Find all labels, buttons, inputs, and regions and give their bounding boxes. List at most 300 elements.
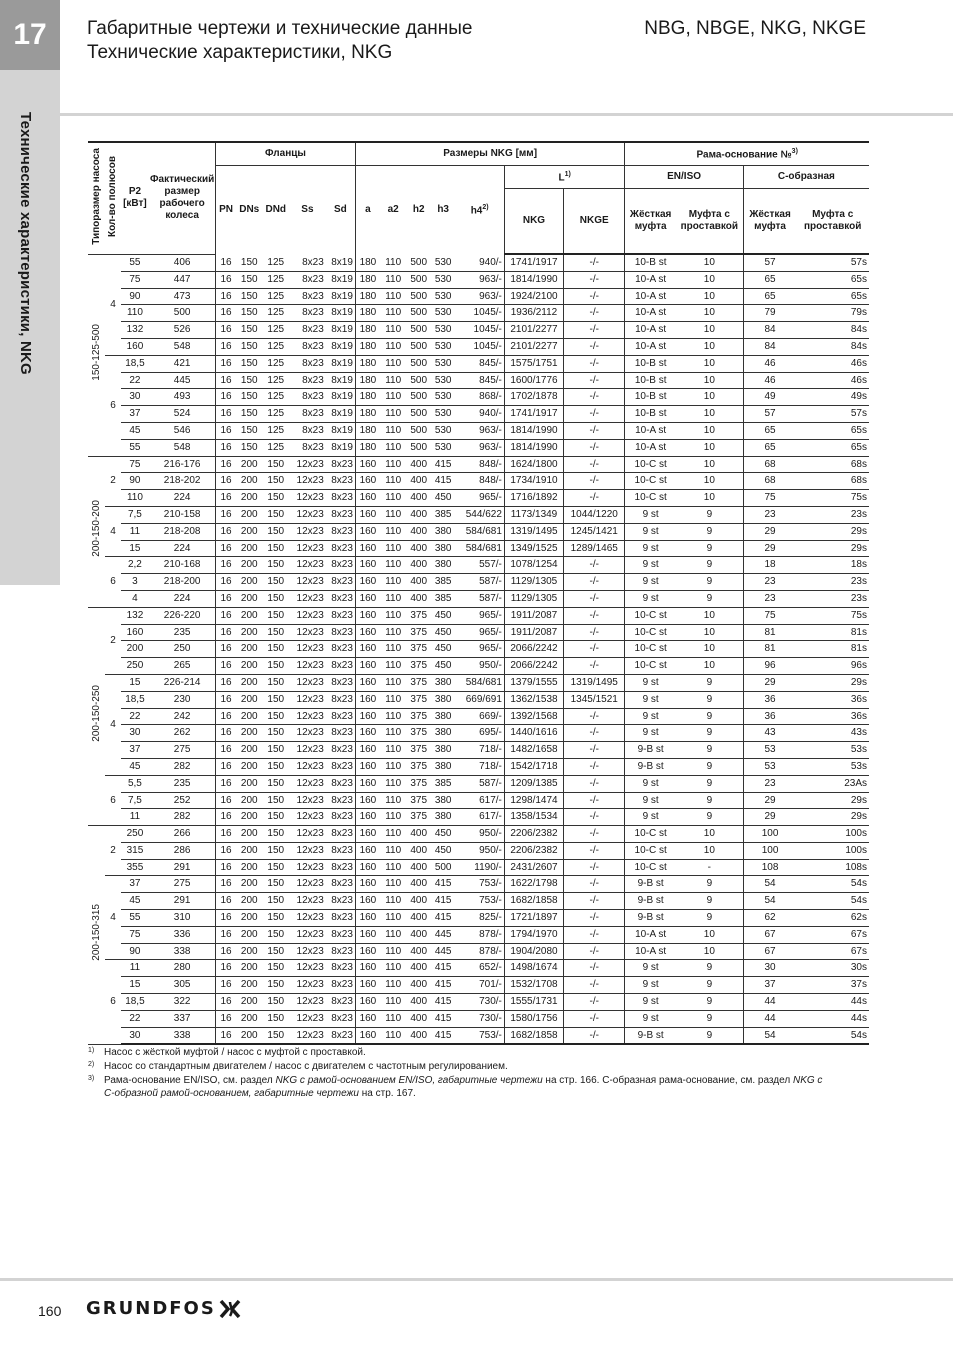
dim-a2-cell: 110 <box>380 859 407 876</box>
impeller-cell: 224 <box>149 540 215 557</box>
table-row <box>88 439 869 456</box>
en-spacer-cell: 9 <box>676 809 743 826</box>
flange-dns-cell: 200 <box>236 1027 263 1044</box>
flange-dns-cell: 150 <box>236 422 263 439</box>
impeller-cell: 305 <box>149 977 215 994</box>
table-row <box>88 288 869 305</box>
dim-a2-cell: 110 <box>380 1010 407 1027</box>
footnote-part: Насос с жёсткой муфтой / насос с муфтой с проставкой. <box>104 1047 366 1058</box>
nkge-cell: -/- <box>564 271 625 288</box>
c-rigid-cell: 30 <box>743 960 796 977</box>
en-spacer-cell: 9 <box>676 792 743 809</box>
flange-dnd-cell: 150 <box>263 758 290 775</box>
table-row <box>88 876 869 893</box>
en-rigid-cell: 9 st <box>625 557 676 574</box>
c-spacer-cell: 84s <box>796 338 869 355</box>
flange-dnd-cell: 125 <box>263 372 290 389</box>
en-spacer-cell: 10 <box>676 406 743 423</box>
flange-dnd-cell: 125 <box>263 322 290 339</box>
nkge-cell: -/- <box>564 893 625 910</box>
en-rigid-cell: 9 st <box>625 775 676 792</box>
nkg-cell: 2206/2382 <box>504 826 563 843</box>
flange-ss-cell: 12x23 <box>289 557 326 574</box>
nkg-cell: 1173/1349 <box>504 506 563 523</box>
p2-cell: 45 <box>121 758 150 775</box>
dim-h3-cell: 415 <box>431 910 455 927</box>
dim-a2-cell: 110 <box>380 691 407 708</box>
flange-dns-cell: 200 <box>236 926 263 943</box>
impeller-cell: 336 <box>149 926 215 943</box>
poles-cell: 4 <box>105 506 120 556</box>
impeller-cell: 445 <box>149 372 215 389</box>
flange-dns-cell: 200 <box>236 775 263 792</box>
table-row <box>88 926 869 943</box>
impeller-cell: 338 <box>149 1027 215 1044</box>
en-spacer-cell: 9 <box>676 994 743 1011</box>
flange-pn-cell: 16 <box>216 910 236 927</box>
en-spacer-cell: 9 <box>676 893 743 910</box>
flange-pn-cell: 16 <box>216 641 236 658</box>
impeller-cell: 291 <box>149 893 215 910</box>
header-c-type: С-образная <box>743 166 869 189</box>
c-rigid-cell: 65 <box>743 439 796 456</box>
flange-ss-cell: 12x23 <box>289 624 326 641</box>
dim-a2-cell: 110 <box>380 288 407 305</box>
en-spacer-cell: 10 <box>676 607 743 624</box>
flange-sd-cell: 8x23 <box>326 523 356 540</box>
dim-h3-cell: 445 <box>431 926 455 943</box>
nkg-cell: 1349/1525 <box>504 540 563 557</box>
dim-a2-cell: 110 <box>380 355 407 372</box>
dim-h2-cell: 500 <box>406 372 430 389</box>
table-row <box>88 910 869 927</box>
p2-cell: 15 <box>121 977 150 994</box>
nkge-cell: -/- <box>564 389 625 406</box>
flange-ss-cell: 12x23 <box>289 674 326 691</box>
nkg-cell: 1924/2100 <box>504 288 563 305</box>
flange-sd-cell: 8x23 <box>326 893 356 910</box>
en-spacer-cell: 10 <box>676 473 743 490</box>
en-rigid-cell: 9 st <box>625 809 676 826</box>
en-rigid-cell: 9-B st <box>625 1027 676 1044</box>
p2-cell: 15 <box>121 540 150 557</box>
flange-dns-cell: 200 <box>236 523 263 540</box>
dim-h2-cell: 400 <box>406 859 430 876</box>
flange-pn-cell: 16 <box>216 691 236 708</box>
c-spacer-cell: 62s <box>796 910 869 927</box>
h4-cell: 1045/- <box>455 338 504 355</box>
flange-dns-cell: 150 <box>236 288 263 305</box>
h4-cell: 753/- <box>455 893 504 910</box>
flange-dnd-cell: 150 <box>263 540 290 557</box>
flange-dnd-cell: 125 <box>263 406 290 423</box>
flange-dnd-cell: 150 <box>263 590 290 607</box>
en-spacer-cell: 10 <box>676 422 743 439</box>
poles-cell: 2 <box>105 456 120 506</box>
dim-a-cell: 180 <box>355 355 379 372</box>
dim-a-cell: 160 <box>355 742 379 759</box>
en-rigid-cell: 10-C st <box>625 859 676 876</box>
dim-h3-cell: 385 <box>431 590 455 607</box>
dim-a-cell: 160 <box>355 943 379 960</box>
nkge-cell: -/- <box>564 406 625 423</box>
h4-cell: 617/- <box>455 792 504 809</box>
table-row <box>88 506 869 523</box>
flange-dnd-cell: 125 <box>263 254 290 271</box>
flange-sd-cell: 8x23 <box>326 490 356 507</box>
nkg-cell: 1298/1474 <box>504 792 563 809</box>
flange-pn-cell: 16 <box>216 372 236 389</box>
flange-ss-cell: 8x23 <box>289 372 326 389</box>
dim-a2-cell: 110 <box>380 842 407 859</box>
h4-cell: 963/- <box>455 271 504 288</box>
c-spacer-cell: 68s <box>796 456 869 473</box>
en-rigid-cell: 10-A st <box>625 271 676 288</box>
en-rigid-cell: 10-C st <box>625 624 676 641</box>
en-spacer-cell: 9 <box>676 742 743 759</box>
en-spacer-cell: 9 <box>676 910 743 927</box>
h4-cell: 584/681 <box>455 523 504 540</box>
flange-pn-cell: 16 <box>216 439 236 456</box>
nkg-cell: 1379/1555 <box>504 674 563 691</box>
c-rigid-cell: 84 <box>743 322 796 339</box>
nkge-cell: -/- <box>564 910 625 927</box>
dim-a-cell: 160 <box>355 641 379 658</box>
flange-sd-cell: 8x23 <box>326 792 356 809</box>
nkg-cell: 1936/2112 <box>504 305 563 322</box>
impeller-cell: 218-208 <box>149 523 215 540</box>
dim-a2-cell: 110 <box>380 322 407 339</box>
footnote-number: 3) <box>88 1075 95 1082</box>
flange-dnd-cell: 150 <box>263 859 290 876</box>
p2-cell: 75 <box>121 271 150 288</box>
table-row <box>88 1027 869 1044</box>
impeller-cell: 406 <box>149 254 215 271</box>
en-spacer-cell: 9 <box>676 674 743 691</box>
flange-sd-cell: 8x23 <box>326 842 356 859</box>
p2-cell: 160 <box>121 338 150 355</box>
flange-ss-cell: 12x23 <box>289 607 326 624</box>
table-row <box>88 641 869 658</box>
c-spacer-cell: 54s <box>796 893 869 910</box>
footnote <box>88 1046 824 1059</box>
c-spacer-cell: 44s <box>796 994 869 1011</box>
nkge-cell: -/- <box>564 254 625 271</box>
flange-sd-cell: 8x19 <box>326 406 356 423</box>
c-rigid-cell: 100 <box>743 826 796 843</box>
h4-cell: 718/- <box>455 758 504 775</box>
nkge-cell: -/- <box>564 977 625 994</box>
c-spacer-cell: 65s <box>796 271 869 288</box>
impeller-cell: 548 <box>149 439 215 456</box>
pump-size-label: 200-150-250 <box>90 685 102 742</box>
flange-pn-cell: 16 <box>216 943 236 960</box>
flange-dns-cell: 200 <box>236 607 263 624</box>
dim-h2-cell: 400 <box>406 590 430 607</box>
en-rigid-cell: 10-B st <box>625 406 676 423</box>
header-a2: a2 <box>387 204 399 215</box>
dim-a-cell: 160 <box>355 842 379 859</box>
flange-dns-cell: 200 <box>236 994 263 1011</box>
dim-h2-cell: 375 <box>406 775 430 792</box>
flange-pn-cell: 16 <box>216 1010 236 1027</box>
dim-h2-cell: 400 <box>406 490 430 507</box>
dim-a2-cell: 110 <box>380 439 407 456</box>
flange-pn-cell: 16 <box>216 271 236 288</box>
nkg-cell: 1358/1534 <box>504 809 563 826</box>
p2-cell: 15 <box>121 674 150 691</box>
dim-h3-cell: 530 <box>431 338 455 355</box>
dim-h2-cell: 400 <box>406 1010 430 1027</box>
nkg-cell: 2101/2277 <box>504 322 563 339</box>
c-spacer-cell: 65s <box>796 422 869 439</box>
dim-h2-cell: 500 <box>406 288 430 305</box>
flange-dnd-cell: 150 <box>263 523 290 540</box>
impeller-cell: 421 <box>149 355 215 372</box>
side-title: Технические характеристики, NKG <box>17 112 34 375</box>
dim-h2-cell: 500 <box>406 439 430 456</box>
nkg-cell: 1716/1892 <box>504 490 563 507</box>
page-subtitle: Технические характеристики, NKG <box>87 42 393 63</box>
p2-cell: 45 <box>121 893 150 910</box>
table-row <box>88 389 869 406</box>
dim-a-cell: 160 <box>355 607 379 624</box>
p2-cell: 11 <box>121 809 150 826</box>
dim-a-cell: 160 <box>355 540 379 557</box>
dim-h2-cell: 375 <box>406 624 430 641</box>
dim-a-cell: 180 <box>355 406 379 423</box>
c-rigid-cell: 37 <box>743 977 796 994</box>
flange-dns-cell: 200 <box>236 842 263 859</box>
h4-cell: 617/- <box>455 809 504 826</box>
nkg-cell: 1622/1798 <box>504 876 563 893</box>
header-flanges: Фланцы <box>216 142 356 166</box>
h4-cell: 584/681 <box>455 674 504 691</box>
c-rigid-cell: 46 <box>743 355 796 372</box>
table-row <box>88 960 869 977</box>
flange-pn-cell: 16 <box>216 826 236 843</box>
table-row <box>88 523 869 540</box>
brand-logo <box>86 1298 241 1319</box>
en-spacer-cell: 10 <box>676 372 743 389</box>
flange-dnd-cell: 150 <box>263 658 290 675</box>
table-row <box>88 355 869 372</box>
flange-dns-cell: 200 <box>236 590 263 607</box>
dim-a-cell: 160 <box>355 926 379 943</box>
nkge-cell: -/- <box>564 842 625 859</box>
flange-pn-cell: 16 <box>216 674 236 691</box>
dim-h2-cell: 500 <box>406 406 430 423</box>
flange-dns-cell: 200 <box>236 674 263 691</box>
c-spacer-cell: 96s <box>796 658 869 675</box>
table-row <box>88 1010 869 1027</box>
flange-dnd-cell: 150 <box>263 574 290 591</box>
header-en-rigid: Жёсткая муфта <box>625 189 676 255</box>
page-title: Габаритные чертежи и технические данные <box>87 18 473 39</box>
nkge-cell: 1319/1495 <box>564 674 625 691</box>
impeller-cell: 282 <box>149 758 215 775</box>
impeller-cell: 235 <box>149 624 215 641</box>
poles-cell: 2 <box>105 607 120 674</box>
impeller-cell: 473 <box>149 288 215 305</box>
en-rigid-cell: 10-B st <box>625 372 676 389</box>
c-spacer-cell: 43s <box>796 725 869 742</box>
header-ss: Ss <box>301 204 314 215</box>
dim-h2-cell: 400 <box>406 574 430 591</box>
poles-cell: 6 <box>105 355 120 456</box>
header-nkge: NKGE <box>564 189 625 255</box>
en-rigid-cell: 10-A st <box>625 322 676 339</box>
c-spacer-cell: 79s <box>796 305 869 322</box>
impeller-cell: 548 <box>149 338 215 355</box>
footnote-text <box>104 1046 366 1059</box>
flange-sd-cell: 8x19 <box>326 254 356 271</box>
dim-a-cell: 160 <box>355 859 379 876</box>
flange-dns-cell: 200 <box>236 977 263 994</box>
dim-a-cell: 180 <box>355 322 379 339</box>
h4-cell: 753/- <box>455 876 504 893</box>
en-rigid-cell: 9 st <box>625 792 676 809</box>
impeller-cell: 493 <box>149 389 215 406</box>
flange-ss-cell: 12x23 <box>289 641 326 658</box>
nkge-cell: -/- <box>564 826 625 843</box>
en-spacer-cell: 10 <box>676 288 743 305</box>
en-rigid-cell: 9 st <box>625 1010 676 1027</box>
c-rigid-cell: 23 <box>743 590 796 607</box>
en-spacer-cell: 10 <box>676 389 743 406</box>
dim-h3-cell: 415 <box>431 456 455 473</box>
flange-dns-cell: 150 <box>236 372 263 389</box>
c-rigid-cell: 29 <box>743 674 796 691</box>
h4-cell: 940/- <box>455 254 504 271</box>
header-sd: Sd <box>333 204 347 215</box>
flange-pn-cell: 16 <box>216 456 236 473</box>
dim-h2-cell: 400 <box>406 456 430 473</box>
dim-a2-cell: 110 <box>380 893 407 910</box>
nkge-cell: -/- <box>564 876 625 893</box>
impeller-cell: 224 <box>149 590 215 607</box>
en-spacer-cell: 10 <box>676 842 743 859</box>
en-rigid-cell: 10-C st <box>625 607 676 624</box>
c-rigid-cell: 57 <box>743 254 796 271</box>
h4-cell: 825/- <box>455 910 504 927</box>
flange-sd-cell: 8x23 <box>326 590 356 607</box>
dim-a2-cell: 110 <box>380 977 407 994</box>
dim-h2-cell: 400 <box>406 557 430 574</box>
dim-h3-cell: 415 <box>431 1010 455 1027</box>
flange-dns-cell: 200 <box>236 826 263 843</box>
flange-ss-cell: 12x23 <box>289 809 326 826</box>
impeller-cell: 218-200 <box>149 574 215 591</box>
footnote-part: Насос со стандартным двигателем / насос с двигателем с частотным регулированием. <box>104 1061 508 1072</box>
c-spacer-cell: 68s <box>796 473 869 490</box>
nkg-cell: 1440/1616 <box>504 725 563 742</box>
dim-a2-cell: 110 <box>380 254 407 271</box>
dim-h2-cell: 500 <box>406 422 430 439</box>
c-spacer-cell: 57s <box>796 254 869 271</box>
dim-h3-cell: 380 <box>431 557 455 574</box>
flange-pn-cell: 16 <box>216 960 236 977</box>
impeller-cell: 338 <box>149 943 215 960</box>
p2-cell: 18,5 <box>121 691 150 708</box>
impeller-cell: 291 <box>149 859 215 876</box>
nkge-cell: 1245/1421 <box>564 523 625 540</box>
flange-sd-cell: 8x23 <box>326 691 356 708</box>
c-rigid-cell: 46 <box>743 372 796 389</box>
footnote-part: NKG с С-образной рамой-основанием, габаритные чертежи <box>104 1075 823 1099</box>
table-row <box>88 490 869 507</box>
dim-h3-cell: 380 <box>431 725 455 742</box>
en-spacer-cell: 10 <box>676 826 743 843</box>
table-row <box>88 338 869 355</box>
poles-cell: 6 <box>105 775 120 825</box>
p2-cell: 75 <box>121 926 150 943</box>
nkg-cell: 1624/1800 <box>504 456 563 473</box>
impeller-cell: 280 <box>149 960 215 977</box>
dim-h2-cell: 375 <box>406 641 430 658</box>
p2-cell: 200 <box>121 641 150 658</box>
p2-cell: 30 <box>121 725 150 742</box>
flange-sd-cell: 8x19 <box>326 305 356 322</box>
h4-cell: 587/- <box>455 775 504 792</box>
en-rigid-cell: 9-B st <box>625 876 676 893</box>
nkge-cell: -/- <box>564 338 625 355</box>
flange-pn-cell: 16 <box>216 406 236 423</box>
dim-a-cell: 160 <box>355 523 379 540</box>
nkg-cell: 1814/1990 <box>504 439 563 456</box>
flange-sd-cell: 8x23 <box>326 641 356 658</box>
h4-cell: 753/- <box>455 1027 504 1044</box>
flange-dnd-cell: 125 <box>263 305 290 322</box>
h4-cell: 584/681 <box>455 540 504 557</box>
en-rigid-cell: 10-A st <box>625 943 676 960</box>
dim-a2-cell: 110 <box>380 960 407 977</box>
flange-ss-cell: 12x23 <box>289 926 326 943</box>
c-spacer-cell: 81s <box>796 641 869 658</box>
dim-a2-cell: 110 <box>380 1027 407 1044</box>
flange-dnd-cell: 150 <box>263 624 290 641</box>
h4-cell: 965/- <box>455 607 504 624</box>
dim-h2-cell: 400 <box>406 994 430 1011</box>
dim-h3-cell: 530 <box>431 322 455 339</box>
flange-dns-cell: 200 <box>236 540 263 557</box>
table-row <box>88 708 869 725</box>
table-row <box>88 372 869 389</box>
flange-sd-cell: 8x23 <box>326 960 356 977</box>
c-spacer-cell: 84s <box>796 322 869 339</box>
en-rigid-cell: 10-C st <box>625 641 676 658</box>
dim-h3-cell: 380 <box>431 758 455 775</box>
c-spacer-cell: 18s <box>796 557 869 574</box>
dim-a-cell: 160 <box>355 590 379 607</box>
dim-h3-cell: 415 <box>431 960 455 977</box>
en-rigid-cell: 9-B st <box>625 910 676 927</box>
c-rigid-cell: 49 <box>743 389 796 406</box>
c-spacer-cell: 36s <box>796 691 869 708</box>
dim-h3-cell: 500 <box>431 859 455 876</box>
en-spacer-cell: 9 <box>676 1010 743 1027</box>
dim-a-cell: 180 <box>355 338 379 355</box>
c-rigid-cell: 57 <box>743 406 796 423</box>
flange-pn-cell: 16 <box>216 708 236 725</box>
dim-a-cell: 180 <box>355 372 379 389</box>
table-row <box>88 943 869 960</box>
h4-cell: 950/- <box>455 658 504 675</box>
p2-cell: 355 <box>121 859 150 876</box>
p2-cell: 30 <box>121 389 150 406</box>
en-rigid-cell: 9-B st <box>625 742 676 759</box>
table-row <box>88 826 869 843</box>
